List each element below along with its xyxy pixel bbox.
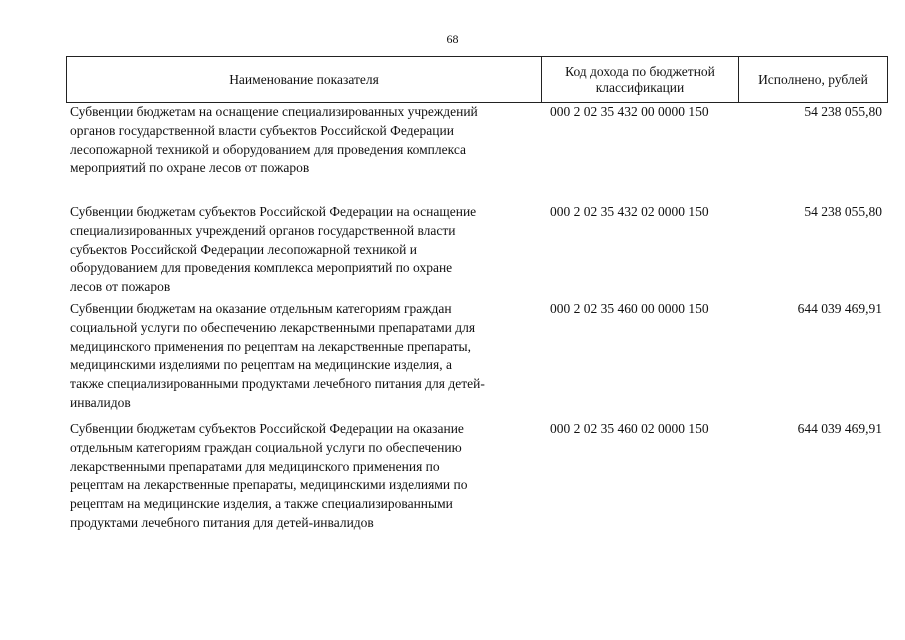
- row-name-line: Субвенции бюджетам на оказание отдельным категориям граждан: [70, 301, 452, 316]
- page-number: 68: [446, 32, 459, 46]
- row-code: 000 2 02 35 460 02 0000 150: [550, 421, 709, 436]
- row-name-line: лекарственными препаратами для медицинского применения по: [70, 458, 440, 474]
- row-name-line: специализированных учреждений органов государственной власти: [70, 222, 456, 238]
- row-amount: 644 039 469,91: [797, 421, 882, 436]
- row-name: [70, 203, 546, 297]
- row-name-line: Субвенции бюджетам на оснащение специализированных учреждений: [70, 104, 478, 119]
- row-name-line: мероприятий по охране лесов от пожаров: [70, 160, 310, 176]
- row-name-line: органов государственной власти субъектов Российской Федерации: [70, 122, 454, 138]
- row-name-line: Субвенции бюджетам субъектов Российской Федерации на оказание: [70, 421, 464, 436]
- row-name-line: также специализированными продуктами лечебного питания для детей-: [70, 376, 485, 392]
- table-header: [66, 56, 888, 103]
- row-name-line: инвалидов: [70, 394, 131, 410]
- row-name-line: оборудованием для проведения комплекса мероприятий по охране: [70, 260, 453, 276]
- header-amount-label: Исполнено, рублей: [758, 71, 868, 87]
- row-name-line: социальной услуги по обеспечению лекарственными препаратами для: [70, 319, 476, 335]
- row-name-line: рецептам на лекарственные препараты, медицинскими изделиями по: [70, 477, 468, 493]
- header-code-line1: Код дохода по бюджетной: [565, 63, 715, 79]
- row-code: 000 2 02 35 460 00 0000 150: [550, 301, 709, 316]
- row-name-line: Субвенции бюджетам субъектов Российской Федерации на оснащение: [70, 204, 477, 219]
- row-name-line: отдельным категориям граждан социальной услуги по обеспечению: [70, 439, 462, 455]
- row-name-line: лесопожарной техникой и оборудованием для проведения комплекса: [70, 141, 466, 157]
- row-amount: 54 238 055,80: [804, 104, 882, 119]
- row-code: 000 2 02 35 432 00 0000 150: [550, 104, 709, 119]
- row-name-line: продуктами лечебного питания для детей-инвалидов: [70, 514, 374, 530]
- row-amount: 54 238 055,80: [804, 204, 882, 219]
- row-name-line: рецептам на медицинские изделия, а также специализированными: [70, 496, 453, 512]
- row-code: 000 2 02 35 432 02 0000 150: [550, 204, 709, 219]
- header-name: [67, 57, 542, 102]
- header-code-line2: классификации: [595, 79, 685, 95]
- row-amount: 644 039 469,91: [797, 301, 882, 316]
- header-name-label: Наименование показателя: [229, 71, 379, 87]
- row-name: [70, 103, 546, 178]
- row-name: [70, 420, 546, 533]
- row-name-line: субъектов Российской Федерации лесопожарной техникой и: [70, 241, 417, 257]
- row-name: [70, 300, 546, 413]
- header-code: [542, 57, 739, 102]
- header-amount: [739, 57, 887, 102]
- row-name-line: медицинскими изделиями по рецептам на медицинские изделия, а: [70, 357, 452, 373]
- row-name-line: лесов от пожаров: [70, 279, 171, 295]
- row-name-line: медицинского применения по рецептам на лекарственные препараты,: [70, 338, 471, 354]
